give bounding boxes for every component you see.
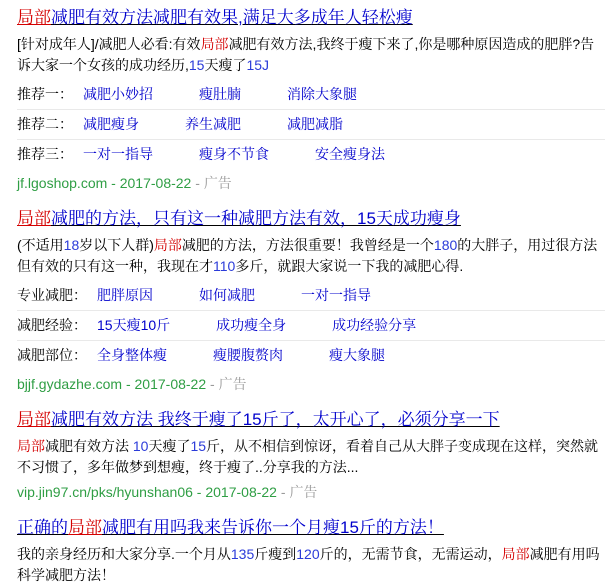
sitelink-row-label: 减肥经验： (17, 317, 87, 333)
result-title-link[interactable] (17, 7, 413, 29)
sitelink[interactable]: 减肥瘦身 (83, 116, 139, 132)
ad-badge: 广告 (289, 484, 318, 500)
sitelink[interactable]: 如何减肥 (199, 287, 255, 303)
description-text: 多斤，就跟大家说一下我的减肥心得. (235, 258, 464, 274)
sitelink[interactable]: 消除大象腿 (287, 86, 357, 102)
sitelink[interactable]: 瘦肚腩 (199, 86, 241, 102)
results-list (17, 7, 609, 586)
result-title-text: 减肥有效方法减肥有效果,满足大多成年人轻松瘦 (51, 8, 413, 27)
meta-separator: - (191, 175, 204, 191)
description-number: 10 (132, 438, 149, 454)
result-description (17, 235, 607, 277)
sitelink[interactable]: 成功瘦全身 (216, 317, 287, 333)
sitelink-rows (17, 281, 605, 370)
result-description (17, 436, 607, 478)
description-text: 天瘦了 (204, 57, 247, 73)
result-title-link[interactable] (17, 208, 461, 230)
sitelink-row-label: 专业减肥： (17, 287, 87, 303)
result-title-link[interactable] (17, 409, 500, 431)
sitelink-row (17, 311, 605, 341)
result-url: bjjf.gydazhe.com (17, 376, 123, 392)
ad-badge: 广告 (218, 376, 247, 392)
result-meta (17, 375, 609, 393)
result-description (17, 544, 607, 586)
description-text: 减肥的方法，方法很重要！我曾经是一个 (181, 237, 434, 253)
result-meta (17, 483, 609, 501)
description-number: 18 (63, 237, 80, 253)
sitelink-row (17, 140, 605, 169)
description-text: 减肥有效方法 (45, 438, 133, 454)
sitelink[interactable]: 肥胖原因 (97, 287, 153, 303)
description-number: 180 (433, 237, 458, 253)
result-meta (17, 174, 609, 192)
sitelink-row (17, 281, 605, 311)
sitelink[interactable]: 瘦身不节食 (199, 146, 269, 162)
highlighted-keyword: 局部 (17, 410, 51, 429)
sitelink[interactable]: 15天瘦10斤 (97, 317, 171, 333)
highlighted-keyword: 局部 (17, 438, 45, 454)
result-title-text: 减肥的方法，只有这一种减肥方法有效，15天成功瘦身 (51, 209, 461, 228)
result-date: 2017-08-22 (119, 175, 192, 191)
meta-separator: - (276, 484, 290, 500)
highlighted-keyword: 局部 (68, 518, 102, 537)
sitelink[interactable]: 成功经验分享 (332, 317, 417, 333)
sitelink-row-label: 推荐三： (17, 146, 73, 162)
result-url: jf.lgoshop.com (17, 175, 108, 191)
description-text: 斤，从不相信到惊讶，看着自己从大胖子变成现在这样，突然就不习惯了，多年做梦到想瘦，终于瘦了..分享我的方法... (17, 438, 599, 475)
description-text: 我的亲身经历和大家分享.一个月从 (17, 546, 231, 562)
result-date: 2017-08-22 (134, 376, 207, 392)
sitelink[interactable]: 一对一指导 (83, 146, 153, 162)
sitelink[interactable]: 减肥减脂 (287, 116, 343, 132)
meta-separator: - (107, 175, 120, 191)
sitelink-row (17, 80, 605, 110)
highlighted-keyword: 局部 (17, 209, 51, 228)
sitelink[interactable]: 安全瘦身法 (315, 146, 385, 162)
meta-separator: - (206, 376, 219, 392)
sitelink-row-label: 推荐一： (17, 86, 73, 102)
description-number: 15 (188, 57, 205, 73)
highlighted-keyword: 局部 (501, 546, 530, 562)
description-text: 天瘦了 (148, 438, 191, 454)
description-text: 减肥有用吗科学减肥方法！ (17, 546, 600, 583)
meta-separator: - (192, 484, 206, 500)
sitelink[interactable]: 全身整体瘦 (97, 347, 167, 363)
search-result (17, 409, 609, 501)
description-text: 斤的，无需节食，无需运动， (319, 546, 502, 562)
description-number: 135 (230, 546, 255, 562)
highlighted-keyword: 局部 (200, 36, 229, 52)
description-text: 斤瘦到 (254, 546, 297, 562)
result-url: vip.jin97.cn/pks/hyunshan06 (17, 484, 193, 500)
description-text: [针对成年人]/减肥人必看:有效 (17, 36, 201, 52)
sitelink-rows (17, 80, 605, 169)
search-result (17, 208, 609, 393)
ad-badge: 广告 (203, 175, 232, 191)
sitelink-row-label: 减肥部位： (17, 347, 87, 363)
sitelink[interactable]: 减肥小妙招 (83, 86, 153, 102)
search-result (17, 7, 609, 192)
description-text: (不适用 (17, 237, 64, 253)
highlighted-keyword: 局部 (153, 237, 182, 253)
meta-separator: - (122, 376, 135, 392)
sitelink[interactable]: 瘦大象腿 (329, 347, 385, 363)
sitelink[interactable]: 养生减肥 (185, 116, 241, 132)
result-title-text: 减肥有用吗我来告诉你一个月瘦15斤的方法！ (102, 518, 444, 537)
description-number: 15 (190, 438, 207, 454)
description-text: 的大胖子，用过很方法但有效的只有这一种，我现在才 (17, 237, 598, 274)
sitelink-row (17, 110, 605, 140)
sitelink-row-label: 推荐二： (17, 116, 73, 132)
description-number: 15J (246, 57, 270, 73)
sitelink-row (17, 341, 605, 370)
sitelink[interactable]: 瘦腰腹赘肉 (213, 347, 283, 363)
result-title-text: 减肥有效方法 我终于瘦了15斤了，太开心了，必须分享一下 (51, 410, 500, 429)
description-text: 减肥有效方法,我终于瘦下来了,你是哪种原因造成的肥胖?告诉大家一个女孩的成功经历, (17, 36, 595, 73)
result-description (17, 34, 607, 76)
description-number: 110 (213, 258, 236, 274)
result-title-text: 正确的 (17, 518, 68, 537)
highlighted-keyword: 局部 (17, 8, 51, 27)
sitelink[interactable]: 一对一指导 (301, 287, 371, 303)
result-date: 2017-08-22 (205, 484, 277, 500)
description-number: 120 (296, 546, 320, 562)
search-result (17, 517, 609, 586)
description-text: 岁以下人群) (79, 237, 154, 253)
